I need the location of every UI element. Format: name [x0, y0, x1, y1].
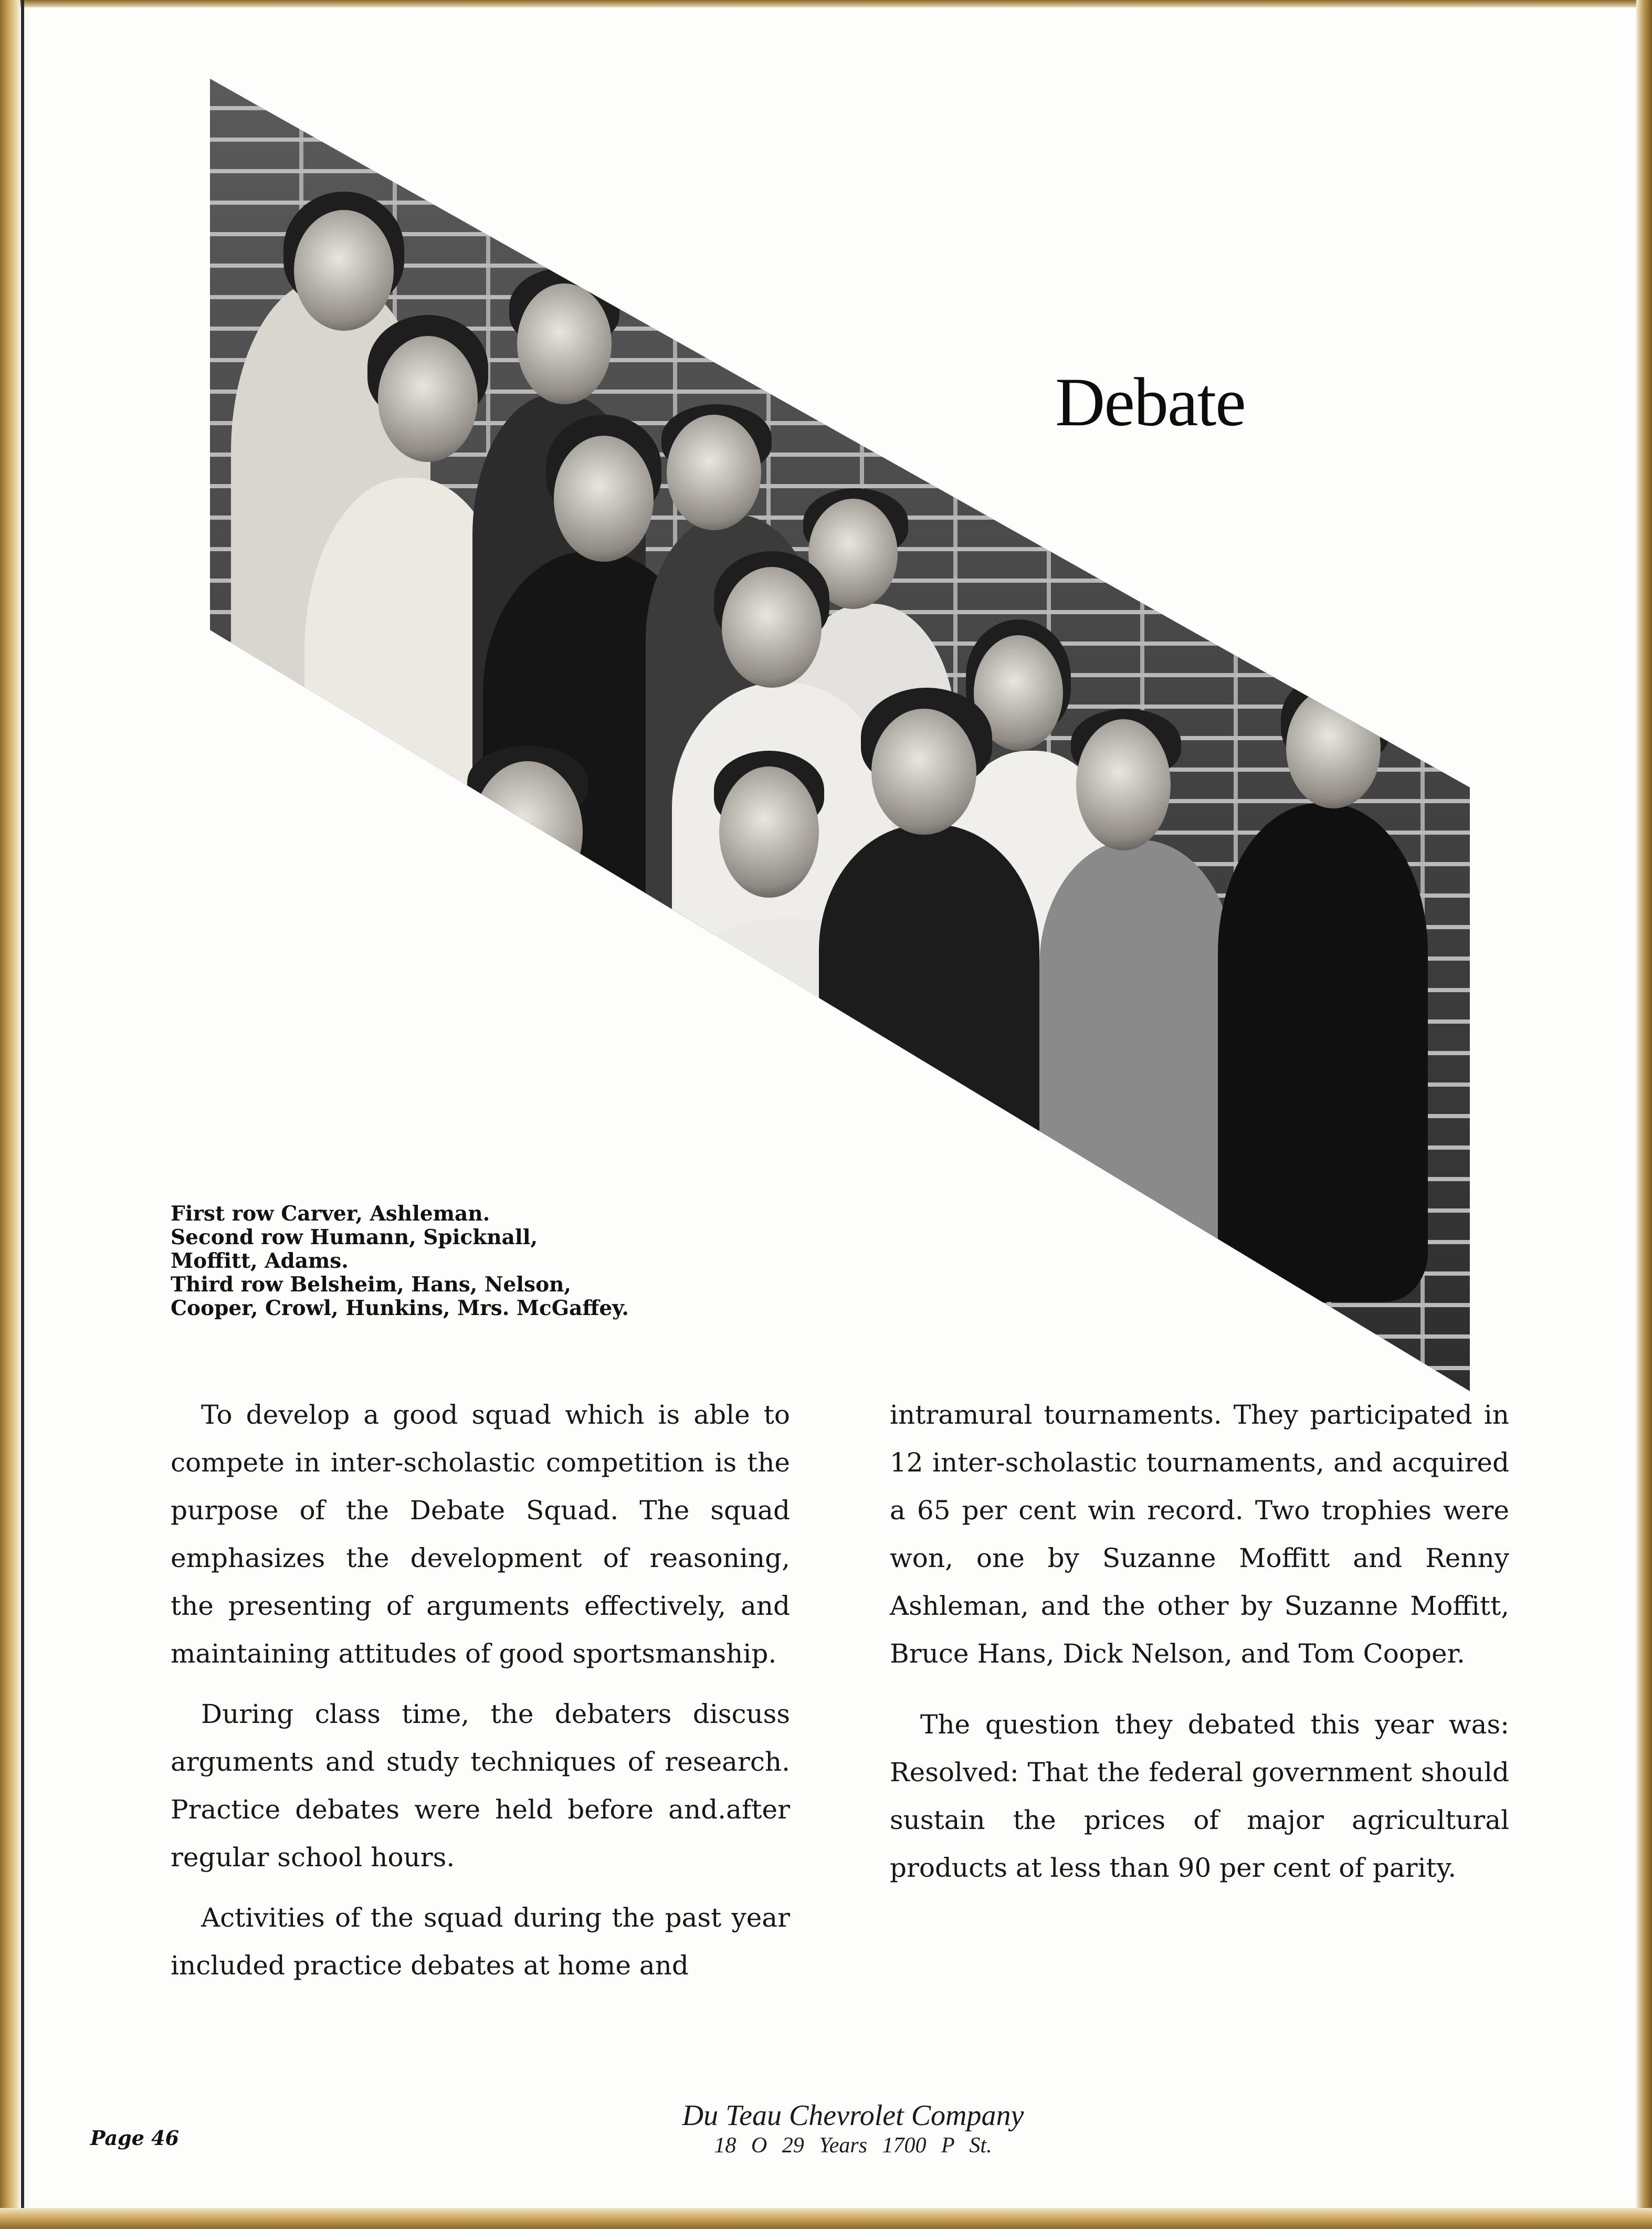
person-head — [667, 415, 761, 530]
body-paragraph: During class time, the debaters discuss arguments and study techniques of research. Practice debates were held before and.after regular school hours. — [171, 1699, 790, 1873]
page-number: Page 46 — [90, 2126, 180, 2150]
person-head — [1286, 688, 1381, 808]
body-column-right — [890, 1391, 1509, 1905]
page-edge-bottom — [0, 2208, 1652, 2229]
person-head — [378, 336, 478, 462]
body-column-left — [171, 1391, 790, 2002]
sponsor-ad — [577, 2099, 1129, 2159]
person-head — [871, 709, 976, 835]
person-head — [554, 436, 654, 562]
body-paragraph: Activities of the squad during the past year included practice debates at home and — [171, 1902, 790, 1981]
page-title: Debate — [1055, 363, 1245, 440]
person-head — [517, 283, 612, 404]
person-head — [1076, 719, 1171, 850]
page-edge-top — [0, 0, 1652, 7]
caption-line: Second row Humann, Spicknall, — [171, 1225, 538, 1249]
person-figure — [1218, 803, 1428, 1302]
sponsor-details: 18 O 29 Years 1700 P St. — [714, 2133, 992, 2158]
caption-line: Moffitt, Adams. — [171, 1249, 349, 1273]
sponsor-name: Du Teau Chevrolet Company — [682, 2099, 1024, 2132]
body-paragraph: The question they debated this year was: Resolved: That the federal government should sustain the prices of major agricultural products at less than 90 per cent of parity. — [890, 1709, 1509, 1883]
person-head — [719, 766, 819, 898]
caption-line: First row Carver, Ashleman. — [171, 1202, 490, 1226]
person-head — [472, 761, 583, 903]
person-figure — [819, 824, 1039, 1244]
page-edge-right — [1636, 0, 1652, 2229]
binding-edge — [0, 0, 20, 2229]
photo-caption — [171, 1202, 801, 1320]
body-paragraph: To develop a good squad which is able to compete in inter-scholastic competition is the purpose of the Debate Squad. The squad emphasizes the development of reasoning, the presenting of arguments effectively, and maintaining attitudes of good sportsmanship. — [171, 1400, 790, 1669]
person-head — [722, 567, 822, 688]
body-paragraph: intramural tournaments. They participated in 12 inter-scholastic tournaments, and acquired a 65 per cent win record. Two trophies were won, one by Suzanne Moffitt and Renny Ashleman, and the other by Suzanne Moffitt, Bruce Hans, Dick Nelson, and Tom Cooper. — [890, 1400, 1509, 1669]
binding-line — [21, 0, 24, 2229]
debate-squad-photo — [210, 79, 1470, 1391]
person-head — [294, 210, 394, 331]
person-figure — [1039, 840, 1234, 1260]
caption-line: Third row Belsheim, Hans, Nelson, — [171, 1273, 572, 1297]
person-figure — [446, 898, 667, 1213]
caption-line: Cooper, Crowl, Hunkins, Mrs. McGaffey. — [171, 1296, 629, 1320]
